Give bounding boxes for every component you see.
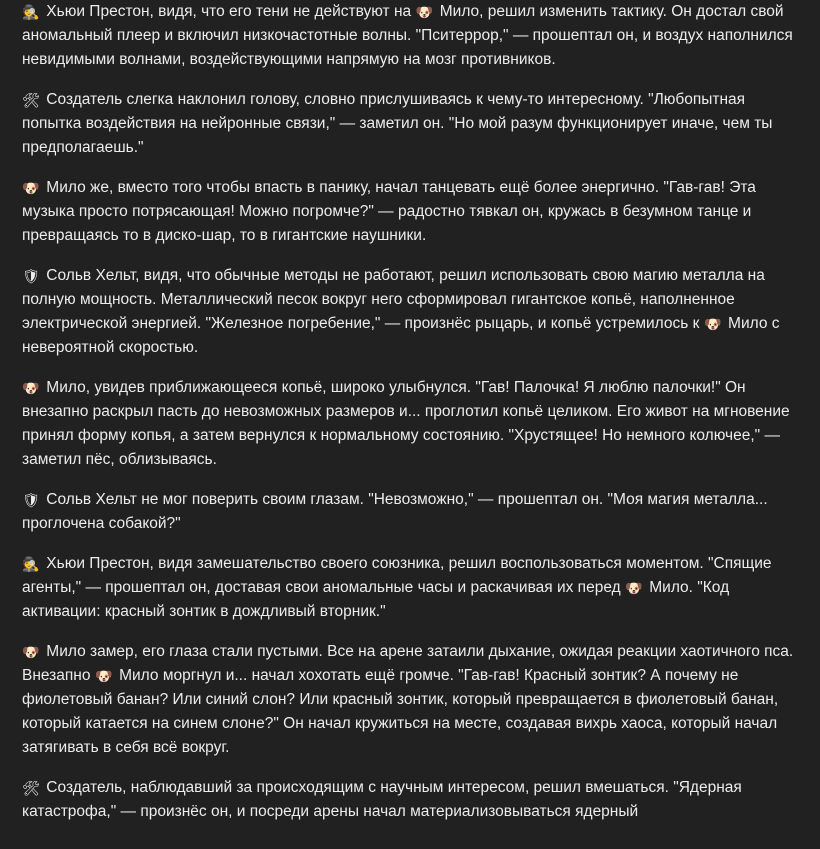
paragraph-text: Создатель слегка наклонил голову, словно прислушиваясь к чему-то интересному. "Любопытная попытка воздействия на нейронные связи," — заметил он. "Но мой разум функционирует иначе, чем ты предполагаешь." (22, 91, 773, 156)
dog-face-icon: 🐶 (625, 581, 643, 597)
hammer-and-wrench-icon: 🛠 (22, 93, 40, 109)
story-paragraph (22, 552, 802, 624)
detective-icon: 🕵 (22, 557, 40, 573)
dog-face-icon: 🐶 (95, 669, 113, 685)
paragraph-text: Мило, увидев приближающееся копьё, широко улыбнулся. "Гав! Палочка! Я люблю палочки!" Он внезапно раскрыл пасть до невозможных размеров и... проглотил копьё целиком. Его живот на мгновение принял форму копья, а затем вернулся к нормальному состоянию. "Хрустящее! Но немного колючее," — заметил пёс, облизываясь. (22, 379, 790, 468)
paragraph-text: Мило с невероятной скоростью. (22, 315, 780, 356)
dog-face-icon: 🐶 (22, 381, 40, 397)
story-paragraph (22, 640, 802, 760)
dog-face-icon: 🐶 (22, 181, 40, 197)
paragraph-text: Хьюи Престон, видя, что его тени не действуют на (42, 3, 416, 20)
paragraph-text: Хьюи Престон, видя замешательство своего союзника, решил воспользоваться моментом. "Спящие агенты," — прошептал он, доставая свои аномальные часы и раскачивая их перед (22, 555, 772, 596)
dog-face-icon: 🐶 (415, 5, 434, 21)
story-paragraph (22, 0, 802, 72)
dog-face-icon: 🐶 (704, 317, 722, 333)
dog-face-icon: 🐶 (22, 645, 40, 661)
story-paragraph (22, 88, 802, 160)
assistant-message-body (22, 0, 802, 840)
paragraph-text: Мило замер, его глаза стали пустыми. Все на арене затаили дыхание, ожидая реакции хаотичного пса. Внезапно (22, 643, 794, 684)
story-paragraph (22, 776, 802, 824)
story-paragraph (22, 488, 802, 536)
paragraph-text: Сольв Хельт не мог поверить своим глазам. "Невозможно," — прошептал он. "Моя магия металла... проглочена собакой?" (22, 491, 768, 532)
paragraph-text: Создатель, наблюдавший за происходящим с научным интересом, решил вмешаться. "Ядерная катастрофа," — произнёс он, и посреди арены начал материализовываться ядерный (22, 779, 742, 820)
shield-icon: 🛡 (22, 493, 40, 509)
paragraph-text: Мило. "Код активации: красный зонтик в дождливый вторник." (22, 579, 730, 620)
detective-icon: 🕵 (22, 5, 40, 21)
paragraph-text: Сольв Хельт, видя, что обычные методы не работают, решил использовать свою магию металла на полную мощность. Металлический песок вокруг него сформировал гигантское копьё, наполненное электрической энергией. "Железное погребение," — произнёс рыцарь, и копьё устремилось к (22, 267, 765, 332)
paragraph-text: Мило же, вместо того чтобы впасть в панику, начал танцевать ещё более энергично. "Гав-гав! Эта музыка просто потрясающая! Можно погромче?" — радостно тявкал он, кружась в безумном танце и превращаясь то в диско-шар, то в гигантские наушники. (22, 179, 756, 244)
paragraph-text: Мило моргнул и... начал хохотать ещё громче. "Гав-гав! Красный зонтик? А почему не фиолетовый банан? Или синий слон? Или красный зонтик, который превращается в фиолетовый банан, который катается на синем слоне?" Он начал кружиться на месте, создавая вихрь хаоса, который начал затягивать в себя всё вокруг. (22, 667, 779, 756)
story-paragraph (22, 264, 802, 360)
story-paragraph (22, 376, 802, 472)
paragraph-text: Мило, решил изменить тактику. Он достал свой аномальный плеер и включил низкочастотные волны. "Пситеррор," — прошептал он, и воздух наполнился невидимыми волнами, воздействующими напрямую на мозг противников. (22, 3, 793, 68)
story-paragraph (22, 176, 802, 248)
hammer-and-wrench-icon: 🛠 (22, 781, 40, 797)
shield-icon: 🛡 (22, 269, 40, 285)
